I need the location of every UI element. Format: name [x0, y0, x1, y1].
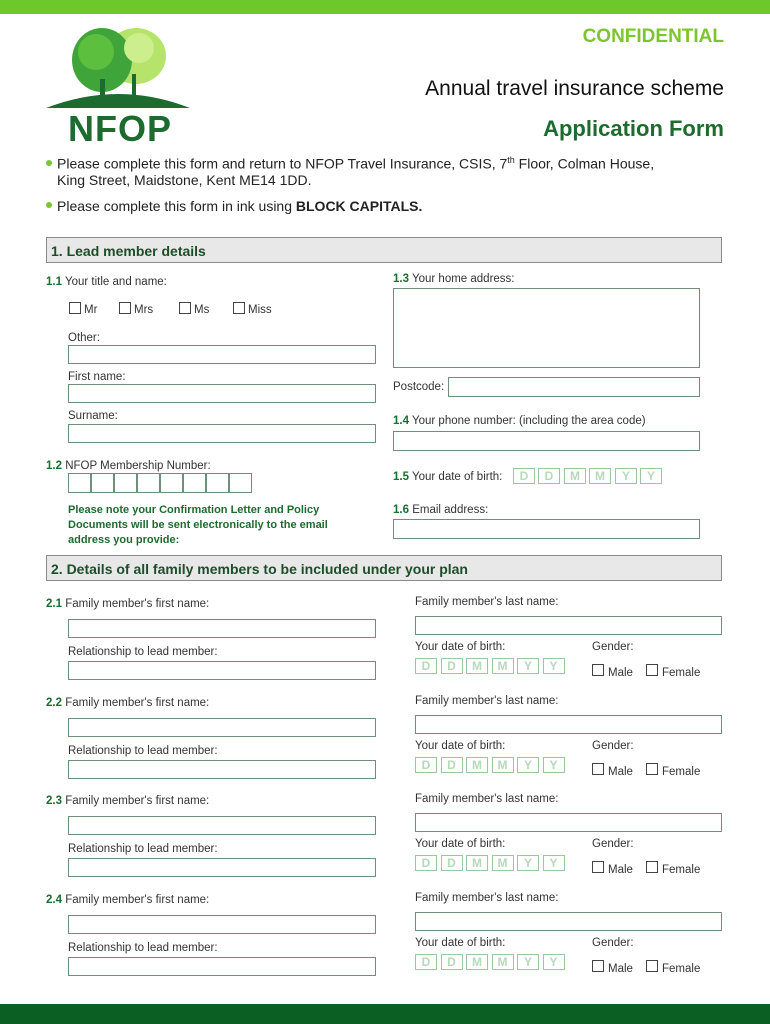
lead-dob-m1[interactable]: M: [564, 468, 586, 484]
member-2-female-checkbox[interactable]: [646, 861, 658, 873]
member-0-dob-cell-3[interactable]: M: [492, 658, 514, 674]
member-1-dob-cell-3[interactable]: M: [492, 757, 514, 773]
member-2-male-label: Male: [608, 864, 633, 876]
membership-digit-1[interactable]: [68, 473, 91, 493]
member-0-dob-label: Your date of birth:: [415, 641, 506, 653]
member-2-first-name-input[interactable]: [68, 816, 376, 835]
title-mrs-label: Mrs: [134, 304, 154, 316]
member-3-last-name-input[interactable]: [415, 912, 722, 931]
member-1-last-name-label: Family member's last name:: [415, 695, 559, 707]
member-1-first-name-label: 2.2 Family member's first name:: [46, 697, 210, 709]
lead-dob-d2[interactable]: D: [538, 468, 560, 484]
instruction-address-line2: King Street, Maidstone, Kent ME14 1DD.: [57, 172, 312, 188]
surname-input[interactable]: [68, 424, 376, 443]
member-0-first-name-input[interactable]: [68, 619, 376, 638]
form-title: Application Form: [543, 116, 724, 141]
member-0-dob-cell-5[interactable]: Y: [543, 658, 565, 674]
member-2-first-name-label: 2.3 Family member's first name:: [46, 795, 210, 807]
member-1-dob-cell-5[interactable]: Y: [543, 757, 565, 773]
membership-digit-7[interactable]: [206, 473, 229, 493]
member-3-dob-cell-2[interactable]: M: [466, 954, 488, 970]
membership-digit-4[interactable]: [137, 473, 160, 493]
member-1-relationship-input[interactable]: [68, 760, 376, 779]
title-mr-label: Mr: [84, 304, 98, 316]
form-subtitle: Annual travel insurance scheme: [425, 77, 724, 100]
membership-digit-8[interactable]: [229, 473, 252, 493]
member-1-dob-cell-1[interactable]: D: [441, 757, 463, 773]
member-0-female-checkbox[interactable]: [646, 664, 658, 676]
member-3-first-name-input[interactable]: [68, 915, 376, 934]
other-title-label: Other:: [68, 332, 100, 344]
lead-dob-m2[interactable]: M: [589, 468, 611, 484]
first-name-input[interactable]: [68, 384, 376, 403]
section-2-heading: 2. Details of all family members to be included under your plan: [46, 555, 722, 581]
top-accent-bar: [0, 0, 770, 14]
postcode-label: Postcode:: [393, 381, 445, 393]
member-1-first-name-input[interactable]: [68, 718, 376, 737]
member-0-last-name-label: Family member's last name:: [415, 596, 559, 608]
member-1-dob-label: Your date of birth:: [415, 740, 506, 752]
member-0-dob-cell-0[interactable]: D: [415, 658, 437, 674]
title-ms-checkbox[interactable]: [179, 302, 191, 314]
member-2-dob-cell-3[interactable]: M: [492, 855, 514, 871]
member-2-dob-cell-0[interactable]: D: [415, 855, 437, 871]
q1-6-label: 1.6 Email address:: [393, 504, 489, 516]
q1-4-label: 1.4 Your phone number: (including the area code): [393, 415, 646, 427]
q1-2-label: 1.2 NFOP Membership Number:: [46, 460, 211, 472]
member-0-relationship-label: Relationship to lead member:: [68, 646, 218, 658]
member-2-relationship-label: Relationship to lead member:: [68, 843, 218, 855]
member-3-dob-cell-5[interactable]: Y: [543, 954, 565, 970]
member-0-male-label: Male: [608, 667, 633, 679]
member-1-female-label: Female: [662, 766, 701, 778]
other-title-input[interactable]: [68, 345, 376, 364]
member-2-gender-label: Gender:: [592, 838, 634, 850]
membership-digit-3[interactable]: [114, 473, 137, 493]
title-miss-label: Miss: [248, 304, 272, 316]
membership-digit-5[interactable]: [160, 473, 183, 493]
member-1-last-name-input[interactable]: [415, 715, 722, 734]
member-2-last-name-input[interactable]: [415, 813, 722, 832]
member-2-relationship-input[interactable]: [68, 858, 376, 877]
title-mr-checkbox[interactable]: [69, 302, 81, 314]
bullet-icon: [46, 160, 52, 166]
lead-dob-y2[interactable]: Y: [640, 468, 662, 484]
member-0-dob-cell-4[interactable]: Y: [517, 658, 539, 674]
member-2-male-checkbox[interactable]: [592, 861, 604, 873]
member-3-gender-label: Gender:: [592, 937, 634, 949]
bullet-icon: [46, 202, 52, 208]
member-1-male-checkbox[interactable]: [592, 763, 604, 775]
member-2-dob-cell-4[interactable]: Y: [517, 855, 539, 871]
member-2-dob-label: Your date of birth:: [415, 838, 506, 850]
email-address-input[interactable]: [393, 519, 700, 539]
member-3-female-checkbox[interactable]: [646, 960, 658, 972]
member-3-dob-cell-3[interactable]: M: [492, 954, 514, 970]
postcode-input[interactable]: [448, 377, 700, 397]
section-1-heading: 1. Lead member details: [46, 237, 722, 263]
member-2-dob-cell-5[interactable]: Y: [543, 855, 565, 871]
member-3-first-name-label: 2.4 Family member's first name:: [46, 894, 210, 906]
home-address-input[interactable]: [393, 288, 700, 368]
member-0-last-name-input[interactable]: [415, 616, 722, 635]
member-1-relationship-label: Relationship to lead member:: [68, 745, 218, 757]
member-1-dob-cell-4[interactable]: Y: [517, 757, 539, 773]
member-2-dob-cell-1[interactable]: D: [441, 855, 463, 871]
member-3-dob-cell-1[interactable]: D: [441, 954, 463, 970]
member-3-female-label: Female: [662, 963, 701, 975]
member-1-female-checkbox[interactable]: [646, 763, 658, 775]
member-3-last-name-label: Family member's last name:: [415, 892, 559, 904]
q1-3-label: 1.3 Your home address:: [393, 273, 515, 285]
nfop-tree-logo: [44, 24, 194, 110]
member-0-dob-cell-1[interactable]: D: [441, 658, 463, 674]
member-0-first-name-label: 2.1 Family member's first name:: [46, 598, 210, 610]
email-policy-note: Please note your Confirmation Letter and Policy Documents will be sent electronically to the email address you provide:: [68, 504, 328, 546]
membership-digit-2[interactable]: [91, 473, 114, 493]
member-1-male-label: Male: [608, 766, 633, 778]
lead-dob-d1[interactable]: D: [513, 468, 535, 484]
member-2-female-label: Female: [662, 864, 701, 876]
bottom-footer-bar: [0, 1004, 770, 1024]
nfop-logo-text: NFOP: [68, 108, 173, 149]
member-1-dob-cell-0[interactable]: D: [415, 757, 437, 773]
instruction-return-address: Please complete this form and return to NFOP Travel Insurance, CSIS, 7th Floor, Colman House,: [46, 155, 654, 172]
title-mrs-checkbox[interactable]: [119, 302, 131, 314]
member-3-dob-cell-4[interactable]: Y: [517, 954, 539, 970]
member-3-dob-cell-0[interactable]: D: [415, 954, 437, 970]
lead-dob-y1[interactable]: Y: [615, 468, 637, 484]
q1-5-label: 1.5 Your date of birth:: [393, 471, 503, 483]
instruction-block-capitals: Please complete this form in ink using BLOCK CAPITALS.: [46, 198, 422, 214]
member-1-dob-cell-2[interactable]: M: [466, 757, 488, 773]
member-0-gender-label: Gender:: [592, 641, 634, 653]
member-0-female-label: Female: [662, 667, 701, 679]
member-3-relationship-input[interactable]: [68, 957, 376, 976]
title-miss-checkbox[interactable]: [233, 302, 245, 314]
phone-number-input[interactable]: [393, 431, 700, 451]
surname-label: Surname:: [68, 410, 118, 422]
member-0-male-checkbox[interactable]: [592, 664, 604, 676]
member-0-dob-cell-2[interactable]: M: [466, 658, 488, 674]
member-3-male-label: Male: [608, 963, 633, 975]
member-3-relationship-label: Relationship to lead member:: [68, 942, 218, 954]
member-2-last-name-label: Family member's last name:: [415, 793, 559, 805]
member-2-dob-cell-2[interactable]: M: [466, 855, 488, 871]
member-3-dob-label: Your date of birth:: [415, 937, 506, 949]
member-0-relationship-input[interactable]: [68, 661, 376, 680]
title-ms-label: Ms: [194, 304, 210, 316]
member-3-male-checkbox[interactable]: [592, 960, 604, 972]
member-1-gender-label: Gender:: [592, 740, 634, 752]
q1-1-label: 1.1 Your title and name:: [46, 276, 167, 288]
membership-digit-6[interactable]: [183, 473, 206, 493]
confidential-label: CONFIDENTIAL: [582, 26, 724, 47]
first-name-label: First name:: [68, 371, 126, 383]
